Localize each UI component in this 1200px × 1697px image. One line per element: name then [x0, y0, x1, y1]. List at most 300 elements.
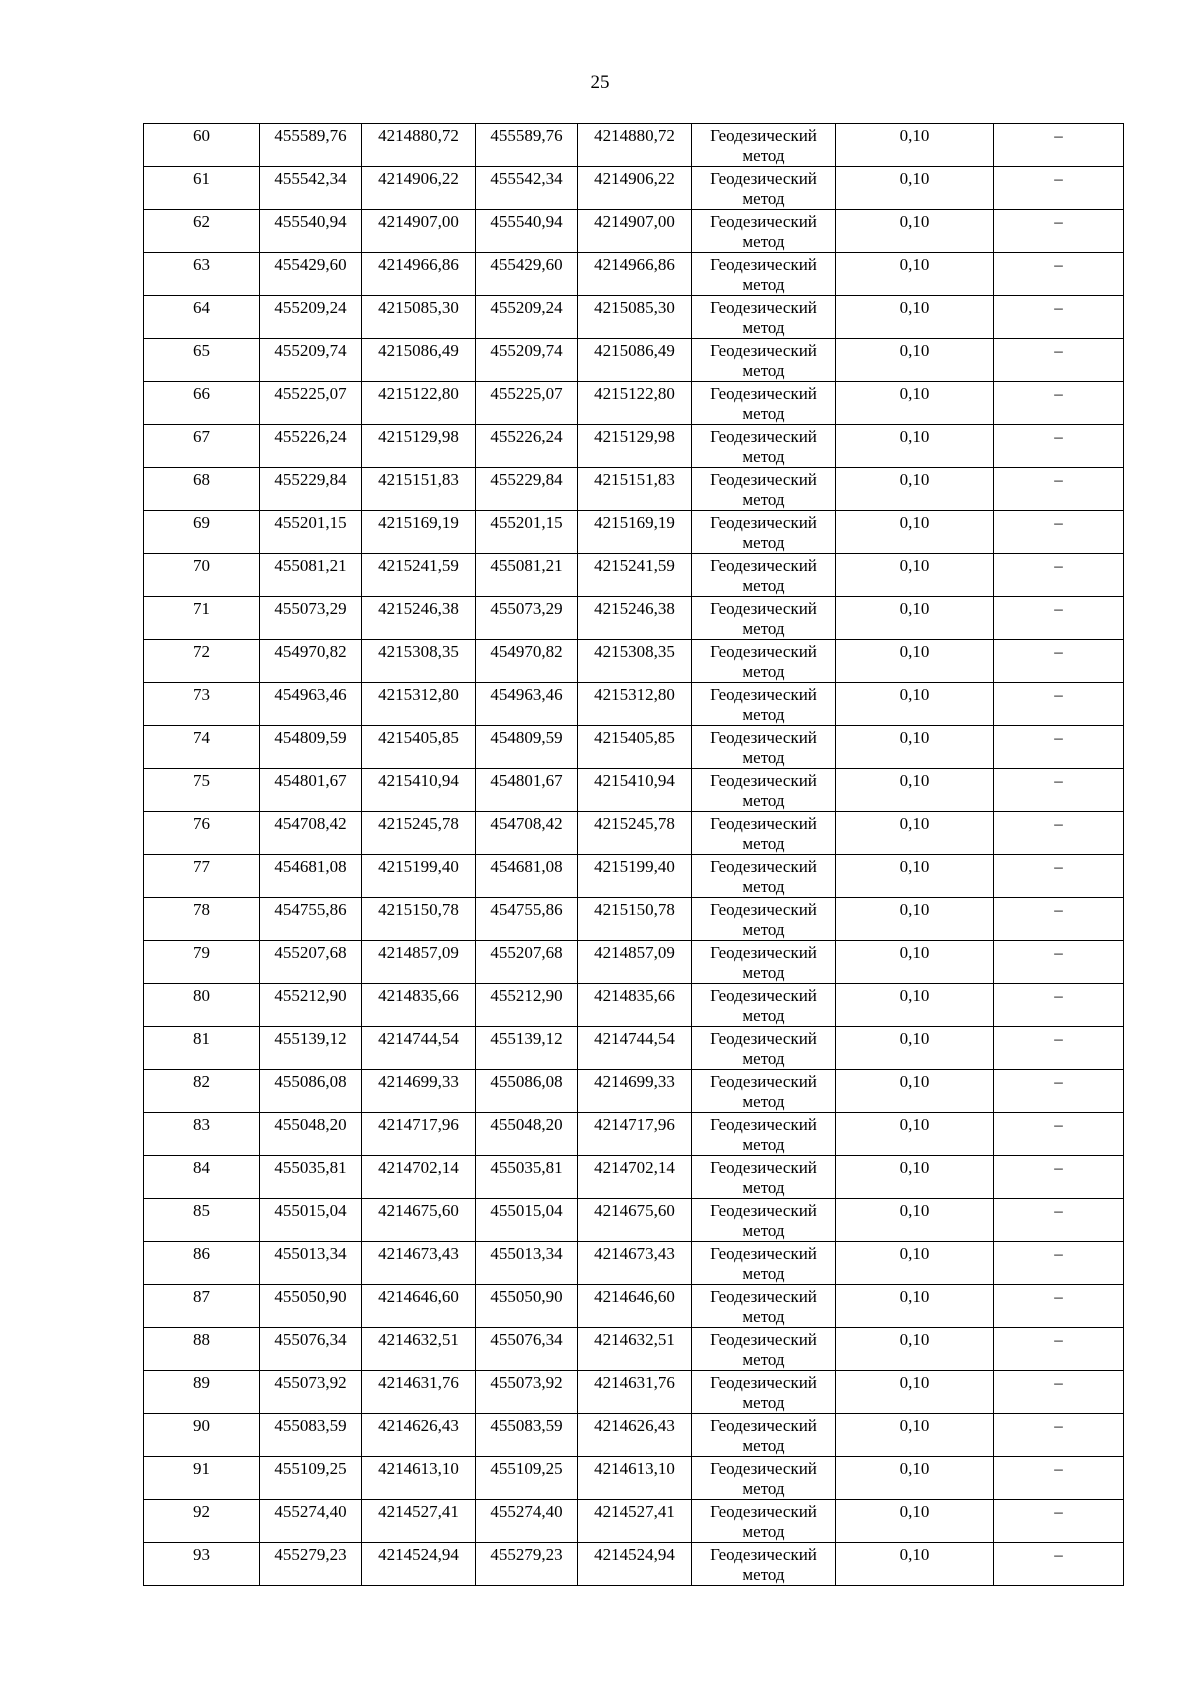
table-row [144, 468, 1124, 511]
x-new-cell: 455225,07 [476, 382, 578, 425]
x-new-cell: 454970,82 [476, 640, 578, 683]
x-existing-cell: 455073,29 [260, 597, 362, 640]
table-row [144, 683, 1124, 726]
table-row [144, 640, 1124, 683]
y-new-cell: 4214527,41 [578, 1500, 692, 1543]
x-existing-cell: 455083,59 [260, 1414, 362, 1457]
note-cell: – [994, 124, 1124, 167]
method-cell: Геодезический метод [692, 769, 836, 812]
table-row [144, 1285, 1124, 1328]
x-new-cell: 454963,46 [476, 683, 578, 726]
y-existing-cell: 4214673,43 [362, 1242, 476, 1285]
table-row [144, 855, 1124, 898]
accuracy-cell: 0,10 [836, 984, 994, 1027]
note-cell: – [994, 339, 1124, 382]
note-cell: – [994, 1113, 1124, 1156]
table-row [144, 898, 1124, 941]
x-existing-cell: 454970,82 [260, 640, 362, 683]
accuracy-cell: 0,10 [836, 1027, 994, 1070]
note-cell: – [994, 253, 1124, 296]
x-new-cell: 455035,81 [476, 1156, 578, 1199]
y-new-cell: 4214857,09 [578, 941, 692, 984]
table-row [144, 210, 1124, 253]
point-number-cell: 75 [144, 769, 260, 812]
point-number-cell: 61 [144, 167, 260, 210]
x-existing-cell: 455542,34 [260, 167, 362, 210]
x-new-cell: 455086,08 [476, 1070, 578, 1113]
accuracy-cell: 0,10 [836, 1328, 994, 1371]
method-cell: Геодезический метод [692, 984, 836, 1027]
x-existing-cell: 454681,08 [260, 855, 362, 898]
method-cell: Геодезический метод [692, 1543, 836, 1586]
x-new-cell: 455073,92 [476, 1371, 578, 1414]
table-row [144, 296, 1124, 339]
x-new-cell: 455589,76 [476, 124, 578, 167]
y-existing-cell: 4214631,76 [362, 1371, 476, 1414]
y-new-cell: 4215410,94 [578, 769, 692, 812]
x-new-cell: 455540,94 [476, 210, 578, 253]
y-existing-cell: 4215245,78 [362, 812, 476, 855]
y-new-cell: 4215086,49 [578, 339, 692, 382]
y-new-cell: 4214626,43 [578, 1414, 692, 1457]
method-cell: Геодезический метод [692, 1113, 836, 1156]
table-row [144, 167, 1124, 210]
note-cell: – [994, 1242, 1124, 1285]
y-existing-cell: 4215405,85 [362, 726, 476, 769]
note-cell: – [994, 984, 1124, 1027]
note-cell: – [994, 941, 1124, 984]
y-existing-cell: 4215246,38 [362, 597, 476, 640]
note-cell: – [994, 1371, 1124, 1414]
accuracy-cell: 0,10 [836, 253, 994, 296]
method-cell: Геодезический метод [692, 812, 836, 855]
note-cell: – [994, 1457, 1124, 1500]
table-row [144, 425, 1124, 468]
note-cell: – [994, 210, 1124, 253]
point-number-cell: 65 [144, 339, 260, 382]
point-number-cell: 66 [144, 382, 260, 425]
y-new-cell: 4214675,60 [578, 1199, 692, 1242]
y-existing-cell: 4215122,80 [362, 382, 476, 425]
y-existing-cell: 4215241,59 [362, 554, 476, 597]
x-new-cell: 455073,29 [476, 597, 578, 640]
table-row [144, 382, 1124, 425]
x-existing-cell: 455209,74 [260, 339, 362, 382]
method-cell: Геодезический метод [692, 124, 836, 167]
point-number-cell: 77 [144, 855, 260, 898]
x-new-cell: 455015,04 [476, 1199, 578, 1242]
accuracy-cell: 0,10 [836, 296, 994, 339]
y-new-cell: 4214646,60 [578, 1285, 692, 1328]
table-row [144, 1156, 1124, 1199]
note-cell: – [994, 1156, 1124, 1199]
point-number-cell: 85 [144, 1199, 260, 1242]
x-existing-cell: 455274,40 [260, 1500, 362, 1543]
method-cell: Геодезический метод [692, 296, 836, 339]
method-cell: Геодезический метод [692, 898, 836, 941]
x-existing-cell: 455139,12 [260, 1027, 362, 1070]
y-new-cell: 4214835,66 [578, 984, 692, 1027]
y-new-cell: 4215241,59 [578, 554, 692, 597]
accuracy-cell: 0,10 [836, 1156, 994, 1199]
x-new-cell: 455050,90 [476, 1285, 578, 1328]
method-cell: Геодезический метод [692, 855, 836, 898]
accuracy-cell: 0,10 [836, 1500, 994, 1543]
y-existing-cell: 4215129,98 [362, 425, 476, 468]
x-new-cell: 454809,59 [476, 726, 578, 769]
note-cell: – [994, 597, 1124, 640]
x-new-cell: 455274,40 [476, 1500, 578, 1543]
table-row [144, 1543, 1124, 1586]
x-new-cell: 455209,74 [476, 339, 578, 382]
note-cell: – [994, 1414, 1124, 1457]
x-new-cell: 455209,24 [476, 296, 578, 339]
page-number: 25 [590, 72, 610, 93]
y-new-cell: 4214744,54 [578, 1027, 692, 1070]
x-existing-cell: 455226,24 [260, 425, 362, 468]
y-existing-cell: 4214699,33 [362, 1070, 476, 1113]
y-existing-cell: 4214835,66 [362, 984, 476, 1027]
point-number-cell: 82 [144, 1070, 260, 1113]
table-row [144, 1070, 1124, 1113]
note-cell: – [994, 382, 1124, 425]
y-new-cell: 4214702,14 [578, 1156, 692, 1199]
point-number-cell: 60 [144, 124, 260, 167]
x-new-cell: 454801,67 [476, 769, 578, 812]
accuracy-cell: 0,10 [836, 1371, 994, 1414]
x-existing-cell: 454809,59 [260, 726, 362, 769]
accuracy-cell: 0,10 [836, 1457, 994, 1500]
method-cell: Геодезический метод [692, 511, 836, 554]
accuracy-cell: 0,10 [836, 941, 994, 984]
point-number-cell: 83 [144, 1113, 260, 1156]
point-number-cell: 69 [144, 511, 260, 554]
x-new-cell: 455212,90 [476, 984, 578, 1027]
table-row [144, 1242, 1124, 1285]
point-number-cell: 88 [144, 1328, 260, 1371]
method-cell: Геодезический метод [692, 1156, 836, 1199]
y-existing-cell: 4214717,96 [362, 1113, 476, 1156]
accuracy-cell: 0,10 [836, 640, 994, 683]
accuracy-cell: 0,10 [836, 1242, 994, 1285]
y-existing-cell: 4215312,80 [362, 683, 476, 726]
x-new-cell: 455013,34 [476, 1242, 578, 1285]
method-cell: Геодезический метод [692, 339, 836, 382]
y-existing-cell: 4215410,94 [362, 769, 476, 812]
point-number-cell: 89 [144, 1371, 260, 1414]
method-cell: Геодезический метод [692, 554, 836, 597]
y-new-cell: 4215122,80 [578, 382, 692, 425]
note-cell: – [994, 1070, 1124, 1113]
accuracy-cell: 0,10 [836, 425, 994, 468]
accuracy-cell: 0,10 [836, 124, 994, 167]
accuracy-cell: 0,10 [836, 812, 994, 855]
y-new-cell: 4215199,40 [578, 855, 692, 898]
x-existing-cell: 455086,08 [260, 1070, 362, 1113]
point-number-cell: 64 [144, 296, 260, 339]
table-row [144, 1371, 1124, 1414]
note-cell: – [994, 468, 1124, 511]
note-cell: – [994, 511, 1124, 554]
y-existing-cell: 4214675,60 [362, 1199, 476, 1242]
note-cell: – [994, 1199, 1124, 1242]
accuracy-cell: 0,10 [836, 554, 994, 597]
table-row [144, 253, 1124, 296]
y-new-cell: 4215150,78 [578, 898, 692, 941]
point-number-cell: 63 [144, 253, 260, 296]
y-existing-cell: 4214702,14 [362, 1156, 476, 1199]
y-new-cell: 4214699,33 [578, 1070, 692, 1113]
y-existing-cell: 4214880,72 [362, 124, 476, 167]
y-new-cell: 4214906,22 [578, 167, 692, 210]
method-cell: Геодезический метод [692, 425, 836, 468]
table-row [144, 1113, 1124, 1156]
y-new-cell: 4214717,96 [578, 1113, 692, 1156]
x-existing-cell: 455209,24 [260, 296, 362, 339]
point-number-cell: 71 [144, 597, 260, 640]
x-new-cell: 455229,84 [476, 468, 578, 511]
x-new-cell: 454755,86 [476, 898, 578, 941]
y-new-cell: 4214966,86 [578, 253, 692, 296]
method-cell: Геодезический метод [692, 683, 836, 726]
note-cell: – [994, 425, 1124, 468]
y-existing-cell: 4214907,00 [362, 210, 476, 253]
table-row [144, 812, 1124, 855]
x-existing-cell: 455229,84 [260, 468, 362, 511]
table-row [144, 1027, 1124, 1070]
x-existing-cell: 455050,90 [260, 1285, 362, 1328]
point-number-cell: 78 [144, 898, 260, 941]
accuracy-cell: 0,10 [836, 683, 994, 726]
x-existing-cell: 454708,42 [260, 812, 362, 855]
method-cell: Геодезический метод [692, 1285, 836, 1328]
y-existing-cell: 4215199,40 [362, 855, 476, 898]
method-cell: Геодезический метод [692, 1457, 836, 1500]
accuracy-cell: 0,10 [836, 1070, 994, 1113]
accuracy-cell: 0,10 [836, 511, 994, 554]
y-existing-cell: 4215169,19 [362, 511, 476, 554]
y-new-cell: 4214613,10 [578, 1457, 692, 1500]
y-new-cell: 4214632,51 [578, 1328, 692, 1371]
y-existing-cell: 4214906,22 [362, 167, 476, 210]
x-new-cell: 455429,60 [476, 253, 578, 296]
x-new-cell: 454681,08 [476, 855, 578, 898]
x-new-cell: 455109,25 [476, 1457, 578, 1500]
point-number-cell: 67 [144, 425, 260, 468]
x-new-cell: 455083,59 [476, 1414, 578, 1457]
table-row [144, 1414, 1124, 1457]
x-existing-cell: 455429,60 [260, 253, 362, 296]
y-new-cell: 4214524,94 [578, 1543, 692, 1586]
x-existing-cell: 455013,34 [260, 1242, 362, 1285]
x-new-cell: 455207,68 [476, 941, 578, 984]
note-cell: – [994, 554, 1124, 597]
note-cell: – [994, 726, 1124, 769]
table-row [144, 1328, 1124, 1371]
y-existing-cell: 4215086,49 [362, 339, 476, 382]
coordinates-table [143, 123, 1124, 1586]
y-new-cell: 4215169,19 [578, 511, 692, 554]
method-cell: Геодезический метод [692, 1199, 836, 1242]
point-number-cell: 73 [144, 683, 260, 726]
x-existing-cell: 455109,25 [260, 1457, 362, 1500]
y-new-cell: 4214907,00 [578, 210, 692, 253]
accuracy-cell: 0,10 [836, 210, 994, 253]
y-existing-cell: 4214527,41 [362, 1500, 476, 1543]
accuracy-cell: 0,10 [836, 468, 994, 511]
y-new-cell: 4215312,80 [578, 683, 692, 726]
note-cell: – [994, 640, 1124, 683]
note-cell: – [994, 167, 1124, 210]
y-existing-cell: 4215085,30 [362, 296, 476, 339]
point-number-cell: 76 [144, 812, 260, 855]
x-existing-cell: 455035,81 [260, 1156, 362, 1199]
note-cell: – [994, 1500, 1124, 1543]
method-cell: Геодезический метод [692, 1242, 836, 1285]
accuracy-cell: 0,10 [836, 1285, 994, 1328]
x-existing-cell: 455212,90 [260, 984, 362, 1027]
x-existing-cell: 455015,04 [260, 1199, 362, 1242]
y-existing-cell: 4214524,94 [362, 1543, 476, 1586]
note-cell: – [994, 683, 1124, 726]
point-number-cell: 79 [144, 941, 260, 984]
accuracy-cell: 0,10 [836, 167, 994, 210]
y-new-cell: 4215085,30 [578, 296, 692, 339]
y-new-cell: 4214880,72 [578, 124, 692, 167]
table-row [144, 597, 1124, 640]
accuracy-cell: 0,10 [836, 1199, 994, 1242]
y-existing-cell: 4214646,60 [362, 1285, 476, 1328]
y-new-cell: 4215405,85 [578, 726, 692, 769]
point-number-cell: 68 [144, 468, 260, 511]
point-number-cell: 62 [144, 210, 260, 253]
method-cell: Геодезический метод [692, 1371, 836, 1414]
accuracy-cell: 0,10 [836, 726, 994, 769]
x-existing-cell: 454963,46 [260, 683, 362, 726]
method-cell: Геодезический метод [692, 1500, 836, 1543]
x-existing-cell: 454801,67 [260, 769, 362, 812]
x-new-cell: 455542,34 [476, 167, 578, 210]
method-cell: Геодезический метод [692, 1027, 836, 1070]
method-cell: Геодезический метод [692, 167, 836, 210]
x-new-cell: 454708,42 [476, 812, 578, 855]
table-row [144, 984, 1124, 1027]
method-cell: Геодезический метод [692, 941, 836, 984]
accuracy-cell: 0,10 [836, 1543, 994, 1586]
x-existing-cell: 455589,76 [260, 124, 362, 167]
y-new-cell: 4215245,78 [578, 812, 692, 855]
coordinates-table-body [144, 124, 1124, 1586]
accuracy-cell: 0,10 [836, 1113, 994, 1156]
accuracy-cell: 0,10 [836, 1414, 994, 1457]
y-new-cell: 4214631,76 [578, 1371, 692, 1414]
point-number-cell: 70 [144, 554, 260, 597]
y-new-cell: 4214673,43 [578, 1242, 692, 1285]
method-cell: Геодезический метод [692, 640, 836, 683]
y-existing-cell: 4215308,35 [362, 640, 476, 683]
table-row [144, 1457, 1124, 1500]
table-row [144, 1500, 1124, 1543]
point-number-cell: 84 [144, 1156, 260, 1199]
y-existing-cell: 4214966,86 [362, 253, 476, 296]
x-new-cell: 455226,24 [476, 425, 578, 468]
y-new-cell: 4215129,98 [578, 425, 692, 468]
accuracy-cell: 0,10 [836, 769, 994, 812]
y-existing-cell: 4214744,54 [362, 1027, 476, 1070]
method-cell: Геодезический метод [692, 726, 836, 769]
method-cell: Геодезический метод [692, 1070, 836, 1113]
point-number-cell: 86 [144, 1242, 260, 1285]
method-cell: Геодезический метод [692, 210, 836, 253]
point-number-cell: 90 [144, 1414, 260, 1457]
point-number-cell: 87 [144, 1285, 260, 1328]
table-row [144, 1199, 1124, 1242]
y-new-cell: 4215151,83 [578, 468, 692, 511]
x-existing-cell: 455081,21 [260, 554, 362, 597]
point-number-cell: 81 [144, 1027, 260, 1070]
y-new-cell: 4215246,38 [578, 597, 692, 640]
y-existing-cell: 4214632,51 [362, 1328, 476, 1371]
note-cell: – [994, 898, 1124, 941]
table-row [144, 511, 1124, 554]
point-number-cell: 72 [144, 640, 260, 683]
point-number-cell: 91 [144, 1457, 260, 1500]
table-row [144, 339, 1124, 382]
x-new-cell: 455201,15 [476, 511, 578, 554]
table-row [144, 941, 1124, 984]
x-new-cell: 455279,23 [476, 1543, 578, 1586]
method-cell: Геодезический метод [692, 1328, 836, 1371]
x-existing-cell: 455207,68 [260, 941, 362, 984]
point-number-cell: 93 [144, 1543, 260, 1586]
note-cell: – [994, 1285, 1124, 1328]
y-existing-cell: 4214857,09 [362, 941, 476, 984]
x-existing-cell: 455279,23 [260, 1543, 362, 1586]
method-cell: Геодезический метод [692, 468, 836, 511]
point-number-cell: 92 [144, 1500, 260, 1543]
table-row [144, 769, 1124, 812]
note-cell: – [994, 1328, 1124, 1371]
table-row [144, 726, 1124, 769]
x-existing-cell: 455048,20 [260, 1113, 362, 1156]
x-existing-cell: 455073,92 [260, 1371, 362, 1414]
x-existing-cell: 454755,86 [260, 898, 362, 941]
accuracy-cell: 0,10 [836, 855, 994, 898]
x-existing-cell: 455540,94 [260, 210, 362, 253]
note-cell: – [994, 812, 1124, 855]
x-existing-cell: 455076,34 [260, 1328, 362, 1371]
x-new-cell: 455076,34 [476, 1328, 578, 1371]
accuracy-cell: 0,10 [836, 597, 994, 640]
x-existing-cell: 455225,07 [260, 382, 362, 425]
y-existing-cell: 4214613,10 [362, 1457, 476, 1500]
method-cell: Геодезический метод [692, 597, 836, 640]
accuracy-cell: 0,10 [836, 382, 994, 425]
point-number-cell: 80 [144, 984, 260, 1027]
y-existing-cell: 4215151,83 [362, 468, 476, 511]
note-cell: – [994, 1543, 1124, 1586]
note-cell: – [994, 769, 1124, 812]
accuracy-cell: 0,10 [836, 898, 994, 941]
method-cell: Геодезический метод [692, 1414, 836, 1457]
x-existing-cell: 455201,15 [260, 511, 362, 554]
y-existing-cell: 4215150,78 [362, 898, 476, 941]
y-existing-cell: 4214626,43 [362, 1414, 476, 1457]
note-cell: – [994, 855, 1124, 898]
x-new-cell: 455139,12 [476, 1027, 578, 1070]
table-row [144, 554, 1124, 597]
method-cell: Геодезический метод [692, 382, 836, 425]
